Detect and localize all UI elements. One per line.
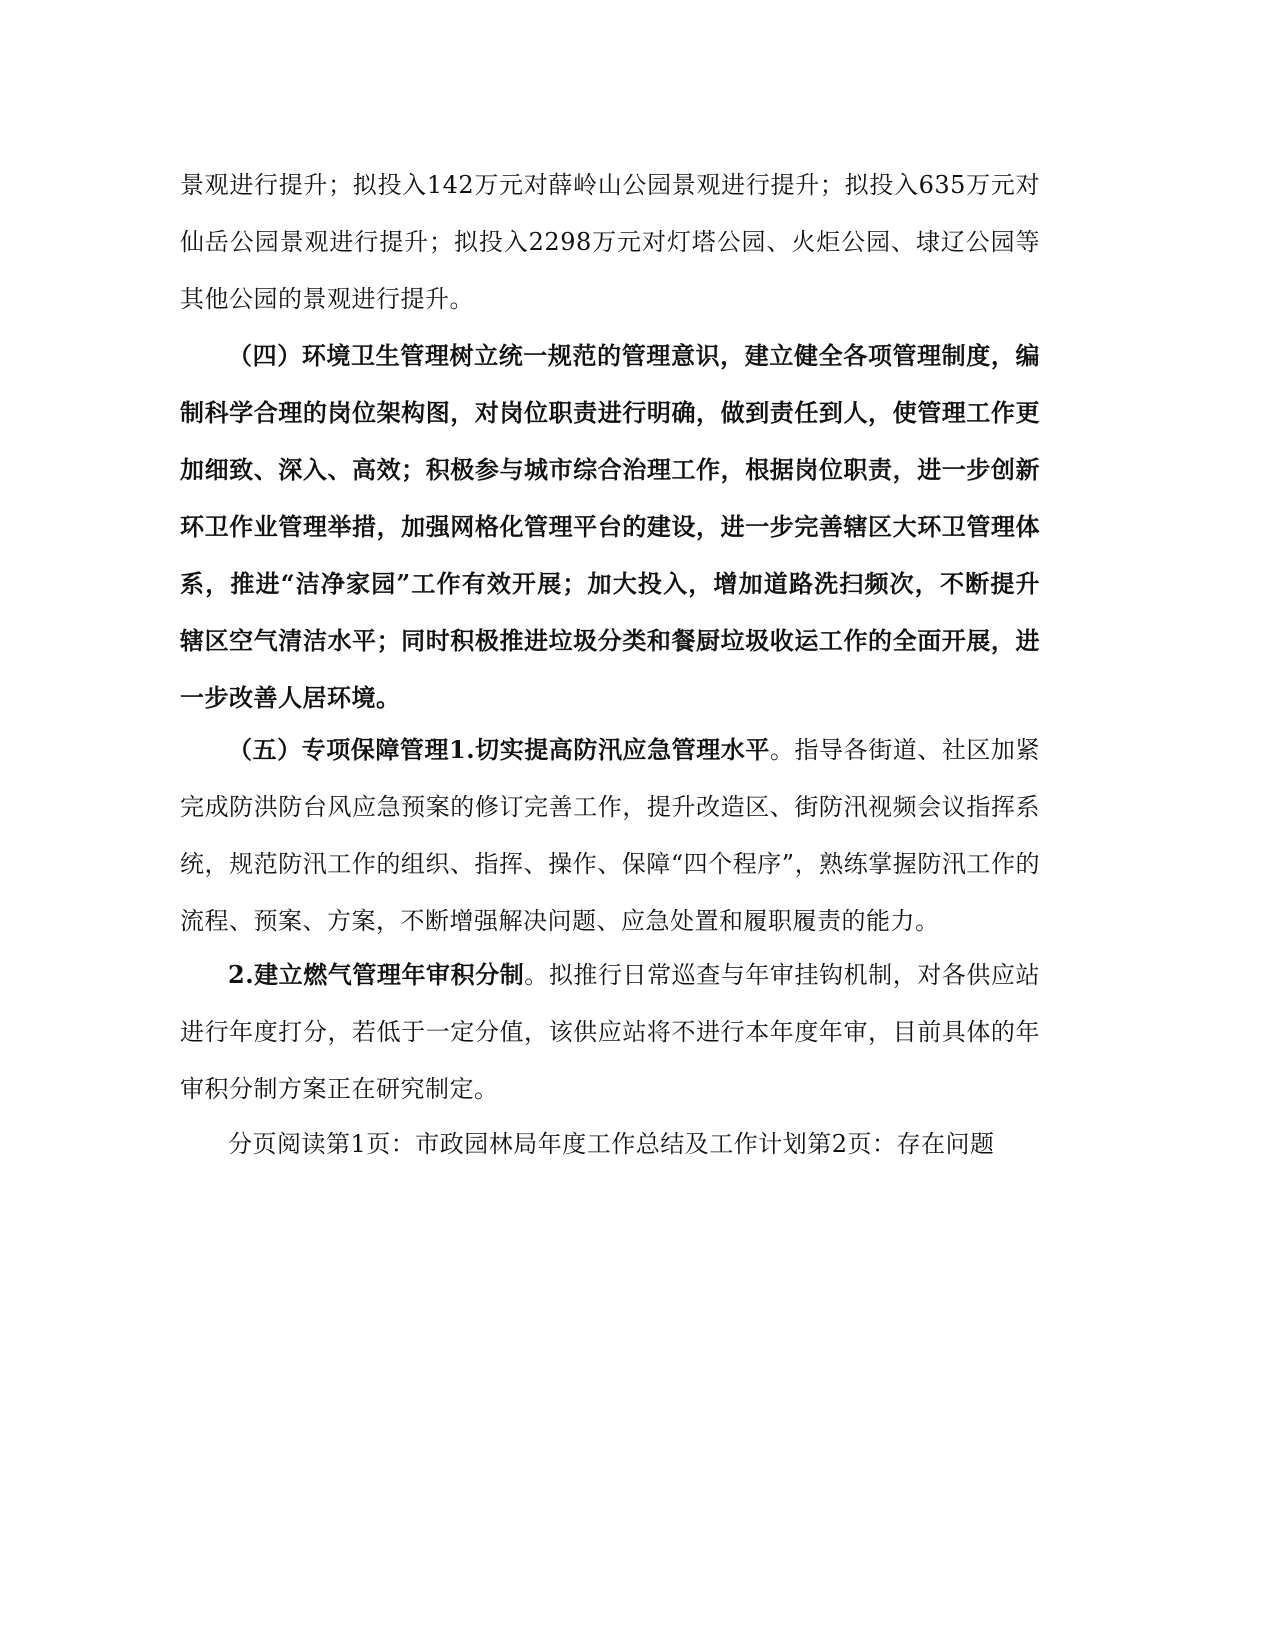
gas-management-body: 。拟推行日常巡查与年审挂钩机制，对各供应站进行年度打分，若低于一定分值，该供应站将不进行本年度年审，目前具体的年审积分制方案正在研究制定。 bbox=[180, 961, 1040, 1103]
flood-control-heading: （五）专项保障管理1.切实提高防汛应急管理水平 bbox=[228, 735, 770, 764]
flood-control-body: 。指导各街道、社区加紧完成防洪防台风应急预案的修订完善工作，提升改造区、街防汛视频会议指挥系统，规范防汛工作的组织、指挥、操作、保障“四个程序”，熟练掌握防汛工作的流程、预案、方案，不断增强解决问题、应急处置和履职履责的能力。 bbox=[180, 736, 1040, 935]
paragraph-gas-management bbox=[180, 946, 1040, 1118]
paragraph-flood-control bbox=[180, 721, 1040, 950]
gas-management-heading: 2.建立燃气管理年审积分制 bbox=[228, 960, 525, 989]
pagination-line: 分页阅读第1页：市政园林局年度工作总结及工作计划第2页：存在问题 bbox=[228, 1130, 995, 1158]
paragraph-sanitation-management: （四）环境卫生管理树立统一规范的管理意识，建立健全各项管理制度，编制科学合理的岗位架构图，对岗位职责进行明确，做到责任到人，使管理工作更加细致、深入、高效；积极参与城市综合治理工作，根据岗位职责，进一步创新环卫作业管理举措，加强网格化管理平台的建设，进一步完善辖区大环卫管理体系，推进“洁净家园”工作有效开展；加大投入，增加道路洗扫频次，不断提升辖区空气清洁水平；同时积极推进垃圾分类和餐厨垃圾收运工作的全面开展，进一步改善人居环境。 bbox=[180, 341, 1040, 712]
paragraph-park-landscape: 景观进行提升；拟投入142万元对薛岭山公园景观进行提升；拟投入635万元对仙岳公园景观进行提升；拟投入2298万元对灯塔公园、火炬公园、埭辽公园等其他公园的景观进行提升。 bbox=[180, 171, 1040, 313]
